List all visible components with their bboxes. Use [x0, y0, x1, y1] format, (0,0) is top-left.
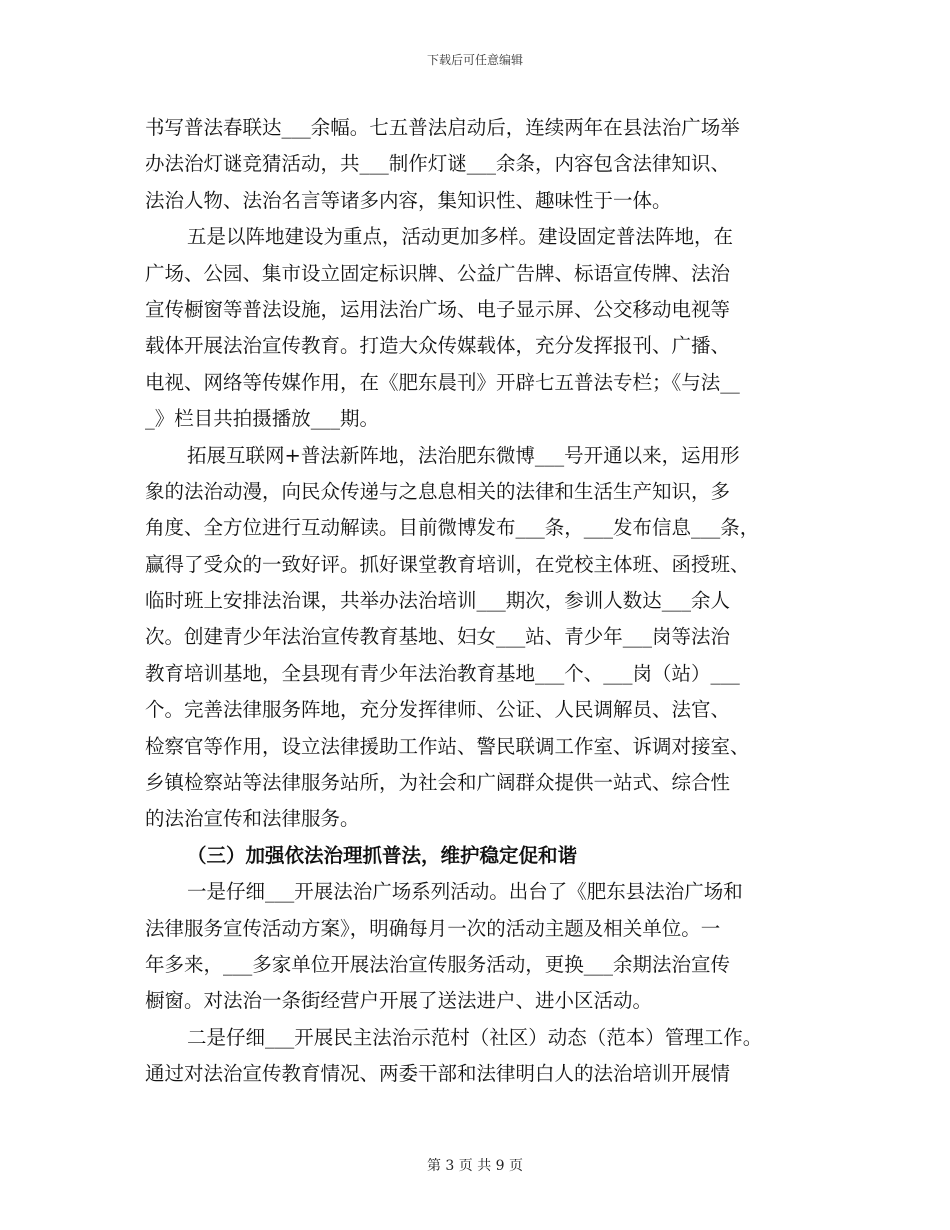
text-line: 办法治灯谜竞猜活动，共___制作灯谜___余条，内容包含法律知识、	[145, 152, 731, 176]
text-line: 乡镇检察站等法律服务站所，为社会和广阔群众提供一站式、综合性	[145, 771, 731, 795]
text-line: 角度、全方位进行互动解读。目前微博发布___条，___发布信息___条，	[145, 516, 760, 540]
text-line: 广场、公园、集市设立固定标识牌、公益广告牌、标语宣传牌、法治	[145, 261, 731, 285]
text-line: 赢得了受众的一致好评。抓好课堂教育培训，在党校主体班、函授班、	[145, 552, 750, 576]
paragraph-start-line: 拓展互联网+普法新阵地，法治肥东微博___号开通以来，运用形	[187, 443, 740, 467]
text-line: 通过对法治宣传教育情况、两委干部和法律明白人的法治培训开展情	[145, 1062, 731, 1086]
text-line: 橱窗。对法治一条街经营户开展了送法进户、进小区活动。	[145, 989, 653, 1013]
paragraph-start-line: 五是以阵地建设为重点，活动更加多样。建设固定普法阵地，在	[187, 225, 734, 249]
document-body	[145, 110, 810, 1093]
text-line: 的法治宣传和法律服务。	[145, 807, 360, 831]
text-line: 书写普法春联达___余幅。七五普法启动后，连续两年在县法治广场举	[145, 116, 740, 139]
text-line: 载体开展法治宣传教育。打造大众传媒载体，充分发挥报刊、广播、	[145, 334, 731, 358]
text-line: 电视、网络等传媒作用，在《肥东晨刊》开辟七五普法专栏；《与法__	[145, 370, 740, 394]
text-line: 法治人物、法治名言等诸多内容，集知识性、趣味性于一体。	[145, 188, 672, 212]
text-line: 年多来，___多家单位开展法治宣传服务活动，更换___余期法治宣传	[145, 952, 731, 976]
paragraph-start-line: 一是仔细___开展法治广场系列活动。出台了《肥东县法治广场和	[187, 880, 743, 904]
paragraph-start-line: 二是仔细___开展民主法治示范村（社区）动态（范本）管理工作。	[187, 1025, 763, 1049]
text-line: 临时班上安排法治课，共举办法治培训___期次，参训人数达___余人	[145, 589, 731, 613]
text-line: 检察官等作用，设立法律援助工作站、警民联调工作室、诉调对接室、	[145, 734, 750, 758]
text-line: 宣传橱窗等普法设施，运用法治广场、电子显示屏、公交移动电视等	[145, 297, 731, 321]
text-line: 次。创建青少年法治宣传教育基地、妇女___站、青少年___岗等法治	[145, 625, 731, 649]
text-line: _》栏目共拍摄播放___期。	[145, 407, 380, 431]
text-line: 个。完善法律服务阵地，充分发挥律师、公证、人民调解员、法官、	[145, 698, 731, 722]
text-line: 教育培训基地，全县现有青少年法治教育基地___个、___岗（站）___	[145, 661, 740, 685]
section-heading: （三）加强依法治理抓普法，维护稳定促和谐	[187, 843, 578, 867]
text-line: 法律服务宣传活动方案》，明确每月一次的活动主题及相关单位。一	[145, 916, 721, 940]
page-number-footer: 第 3 页 共 9 页	[426, 1158, 524, 1174]
text-line: 象的法治动漫，向民众传递与之息息相关的法律和生活生产知识，多	[145, 479, 731, 503]
page-header-note: 下载后可任意编辑	[426, 53, 523, 67]
